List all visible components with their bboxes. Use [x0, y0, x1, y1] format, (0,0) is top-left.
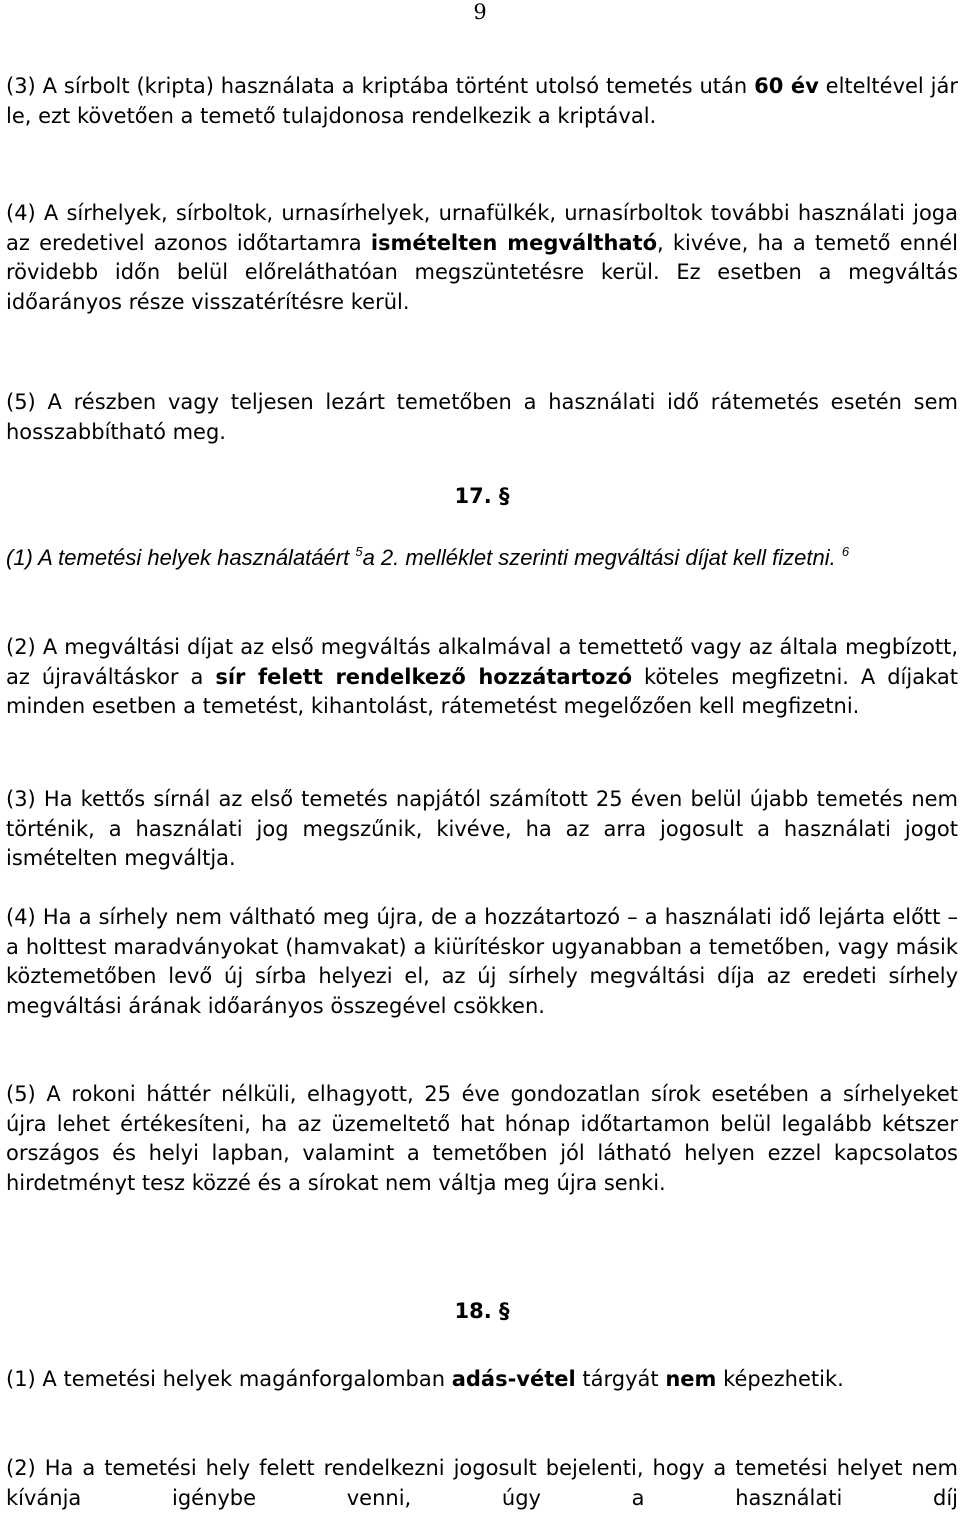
- paragraph-16-4: (4) A sírhelyek, sírboltok, urnasírhelyek, urnafülkék, urnasírboltok további használati joga az eredetivel azonos időtartamra ismételten megváltható, kivéve, ha a temető ennél rövidebb időn belül előreláthatóan megszüntetésre kerül. Ez esetben a megváltás időarányos része visszatérítésre kerül.: [6, 201, 958, 314]
- page-number: 9: [473, 0, 487, 24]
- paragraph-18-1: (1) A temetési helyek magánforgalomban adás-vétel tárgyát nem képezhetik.: [6, 1367, 844, 1391]
- section-heading-18: 18. §: [454, 1299, 510, 1323]
- footnote-ref-6: 6: [841, 544, 850, 559]
- bold-term-ismetelten-megvalthato: ismételten megváltható: [370, 230, 658, 255]
- paragraph-17-1: (1) A temetési helyek használatáért $^5$a 2. melléklet szerinti megváltási díjat kell fizetni. $^6$: [6, 544, 850, 570]
- paragraph-17-3: (3) Ha kettős sírnál az első temetés napjától számított 25 éven belül újabb temetés nem történik, a használati jog megszűnik, kivéve, ha az arra jogosult a használati jogot ismételten megváltja.: [6, 787, 958, 870]
- bold-term-60-ev: 60 év: [754, 74, 819, 98]
- paragraph-16-5: (5) A részben vagy teljesen lezárt temetőben a használati idő rátemetés esetén sem hosszabbítható meg.: [6, 390, 958, 444]
- bold-term-nem: nem: [665, 1367, 717, 1391]
- paragraph-16-3: (3) A sírbolt (kripta) használata a kriptába történt utolsó temetés után 60 év elteltével jár le, ezt követően a temető tulajdonosa rendelkezik a kriptával.: [6, 74, 958, 128]
- paragraph-18-2: (2) Ha a temetési hely felett rendelkezni jogosult bejelenti, hogy a temetési helyet nem kívánja igénybe venni, úgy a használati díj: [6, 1456, 958, 1510]
- bold-term-sir-felett: sír felett rendelkező hozzátartozó: [215, 664, 633, 689]
- section-heading-17: 17. §: [454, 484, 510, 508]
- paragraph-17-4: (4) Ha a sírhely nem váltható meg újra, de a hozzátartozó – a használati idő lejárta előtt – a holttest maradványokat (hamvakat) a kiürítéskor ugyanabban a temetőben, vagy másik köztemetőben levő új sírba helyezi el, az új sírhely megváltási díja az eredeti sírhely megváltási árának időarányos összegével csökken.: [6, 905, 958, 1018]
- paragraph-sign-icon: §: [499, 1299, 510, 1323]
- paragraph-sign-icon: §: [499, 484, 510, 508]
- paragraph-17-5: (5) A rokoni háttér nélküli, elhagyott, 25 éve gondozatlan sírok esetében a sírhelyeket újra lehet értékesíteni, ha az üzemeltető hat hónap időtartamon belül legalább kétszer országos és helyi lapban, valamint a temetőben jól látható helyen ezzel kapcsolatos hirdetményt tesz közzé és a sírokat nem váltja meg újra senki.: [6, 1082, 958, 1195]
- paragraph-17-2: (2) A megváltási díjat az első megváltás alkalmával a temettető vagy az általa megbízott, az újraváltáskor a sír felett rendelkező hozzátartozó köteles megfizetni. A díjakat minden esetben a temetést, kihantolást, rátemetést megelőzően kell megfizetni.: [6, 635, 958, 718]
- bold-term-adas-vetel: adás-vétel: [451, 1367, 576, 1391]
- document-body: [6, 0, 958, 1515]
- footnote-ref-5: 5: [355, 544, 363, 559]
